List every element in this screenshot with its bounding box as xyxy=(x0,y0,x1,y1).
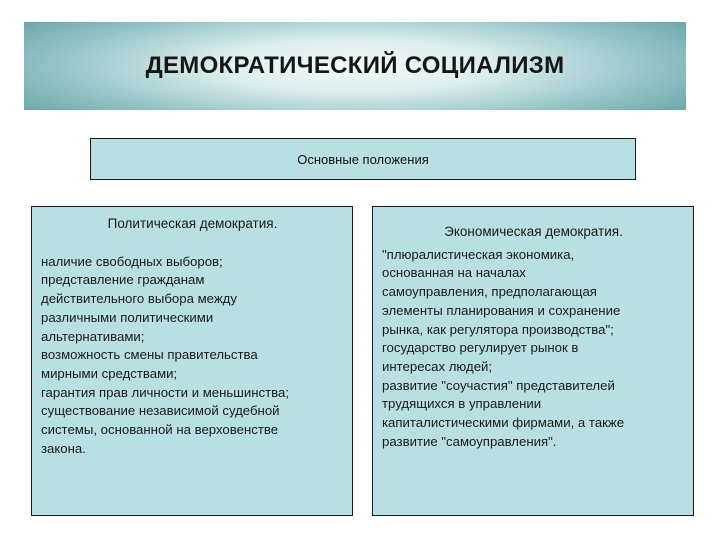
economic-democracy-heading: Экономическая демократия. xyxy=(444,224,623,239)
political-democracy-text: наличие свободных выборов; представление гражданам действительного выбора между различными политическими альтернативами; возможность смены правительства мирными средствами; гарантия прав личности и меньшинства; существование независимой судебной системы, основанной на верховенстве закона. xyxy=(41,253,290,456)
basic-provisions-label: Основные положения xyxy=(297,151,429,167)
title-banner xyxy=(24,22,686,110)
economic-democracy-text: "плюралистическая экономика, основанная на началах самоуправления, предполагающая элементы планирования и сохранение рынка, как регулятора производства"; государство регулирует рынок в интересах людей; развитие "соучастия" представителей трудящихся в управлении капиталистическими фирмами, а также развитие "самоуправления". xyxy=(382,246,625,449)
basic-provisions-box xyxy=(90,138,636,180)
political-democracy-box xyxy=(31,206,353,516)
page-title: ДЕМОКРАТИЧЕСКИЙ СОЦИАЛИЗМ xyxy=(145,52,565,79)
economic-democracy-box xyxy=(372,206,694,516)
political-democracy-heading: Политическая демократия. xyxy=(107,216,278,231)
